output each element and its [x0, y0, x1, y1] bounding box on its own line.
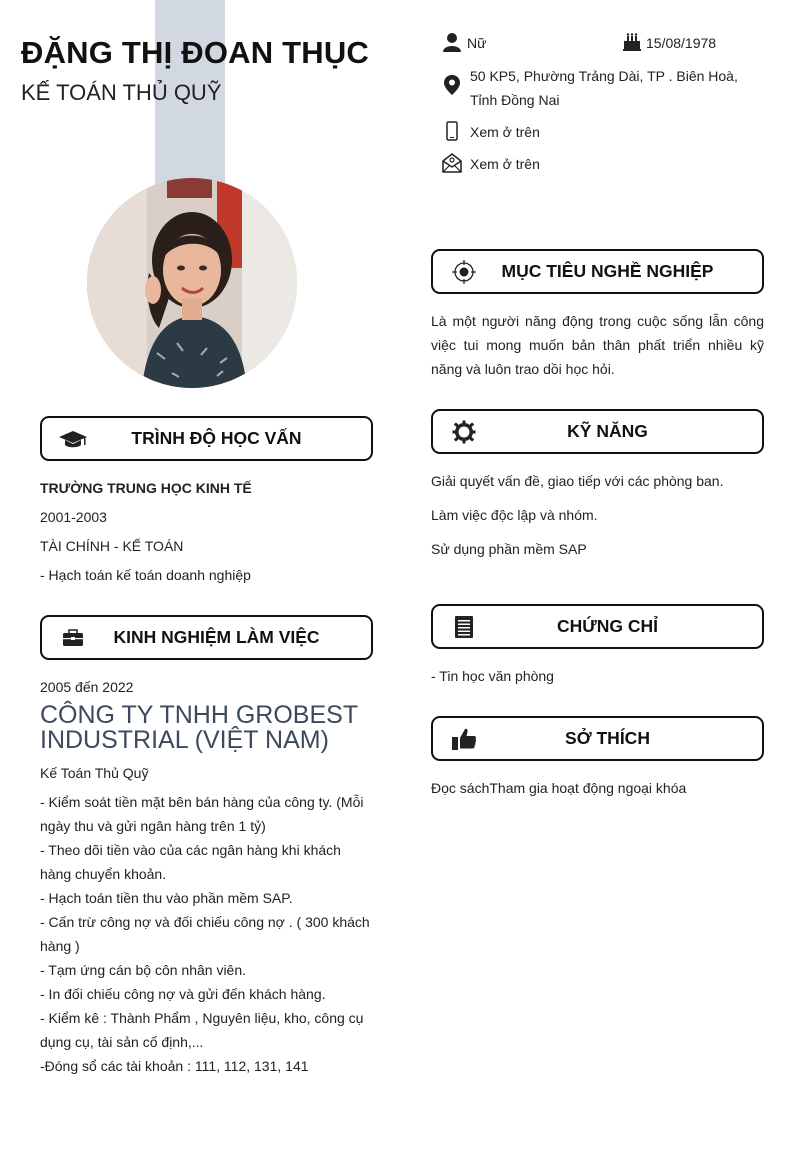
- skill-item: Làm việc độc lập và nhóm.: [431, 507, 598, 523]
- skill-item: Sử dụng phần mềm SAP: [431, 541, 587, 557]
- hobbies-section-header: [431, 716, 764, 761]
- envelope-icon: [441, 152, 463, 174]
- birthdate-value: 15/08/1978: [646, 35, 717, 51]
- duty-item: - Hạch toán tiền thu vào phần mềm SAP.: [40, 890, 293, 906]
- skills-title: KỸ NĂNG: [567, 421, 648, 441]
- duty-item: - Kiểm soát tiền mặt bên bán hàng của công ty. (Mỗi ngày thu và gửi ngân hàng trên 1 tỷ): [40, 794, 364, 834]
- experience-position: Kế Toán Thủ Quỹ: [40, 765, 149, 781]
- objective-section-header: [431, 249, 764, 294]
- duty-item: - Kiểm kê : Thành Phẩm , Nguyên liệu, kho, công cụ dụng cụ, tài sản cố định,...: [40, 1010, 364, 1050]
- thumbs-up-icon: [449, 727, 479, 751]
- email-value: Xem ở trên: [470, 156, 540, 172]
- hobbies-text: Đọc sáchTham gia hoạt động ngoại khóa: [431, 780, 687, 796]
- candidate-job-title: KẾ TOÁN THỦ QUỸ: [21, 80, 222, 105]
- skill-item: Giải quyết vấn đề, giao tiếp với các phòng ban.: [431, 473, 724, 489]
- experience-company: CÔNG TY TNHH GROBEST INDUSTRIAL (VIỆT NAM): [40, 701, 358, 754]
- experience-section-header: [40, 615, 373, 660]
- graduation-cap-icon: [58, 427, 88, 451]
- address-row: [441, 64, 771, 112]
- certificates-section-header: [431, 604, 764, 649]
- certificate-icon: [449, 615, 479, 639]
- target-icon: [449, 260, 479, 284]
- gender-value: Nữ: [467, 35, 487, 51]
- duty-item: -Đóng sổ các tài khoản : 111, 112, 131, 141: [40, 1058, 309, 1074]
- certificate-item: - Tin học văn phòng: [431, 668, 554, 684]
- hobbies-title: SỞ THÍCH: [565, 728, 650, 748]
- objective-title: MỤC TIÊU NGHỀ NGHIỆP: [501, 261, 714, 281]
- address-value: 50 KP5, Phường Trảng Dài, TP . Biên Hoà, Tỉnh Đồng Nai: [470, 68, 738, 108]
- map-pin-icon: [441, 74, 463, 96]
- skills-section-header: [431, 409, 764, 454]
- profile-photo: [87, 178, 297, 388]
- duty-item: - In đối chiếu công nợ và gửi đến khách hàng.: [40, 986, 326, 1002]
- birthdate-row: [621, 31, 716, 55]
- education-title: TRÌNH ĐỘ HỌC VẤN: [131, 428, 302, 448]
- phone-icon: [441, 120, 463, 142]
- cake-icon: [621, 31, 643, 53]
- education-school: TRƯỜNG TRUNG HỌC KINH TẾ: [40, 480, 252, 496]
- experience-period: 2005 đến 2022: [40, 679, 134, 695]
- education-detail: - Hạch toán kế toán doanh nghiệp: [40, 567, 251, 583]
- education-major: TÀI CHÍNH - KẾ TOÁN: [40, 538, 184, 554]
- person-icon: [441, 31, 463, 53]
- certificates-title: CHỨNG CHỈ: [556, 616, 659, 636]
- objective-text: Là một người năng động trong cuộc sống lẫn công việc tui mong muốn bản thân phất triển nhiều kỹ năng và luôn trao dồi học hỏi.: [431, 313, 764, 377]
- phone-row: [441, 120, 540, 144]
- email-row: [441, 152, 540, 176]
- gear-icon: [449, 420, 479, 444]
- education-section-header: [40, 416, 373, 461]
- duty-item: - Tạm ứng cán bộ côn nhân viên.: [40, 962, 247, 978]
- education-years: 2001-2003: [40, 509, 107, 525]
- candidate-name: ĐẶNG THỊ ĐOAN THỤC: [21, 35, 370, 70]
- experience-duties-list: [40, 790, 375, 1078]
- briefcase-icon: [58, 626, 88, 650]
- duty-item: - Theo dõi tiền vào của các ngân hàng khi khách hàng chuyển khoản.: [40, 842, 341, 882]
- gender-row: [441, 31, 486, 55]
- phone-value: Xem ở trên: [470, 124, 540, 140]
- duty-item: - Cấn trừ công nợ và đối chiếu công nợ . ( 300 khách hàng ): [40, 914, 370, 954]
- experience-title: KINH NGHIỆM LÀM VIỆC: [113, 627, 320, 647]
